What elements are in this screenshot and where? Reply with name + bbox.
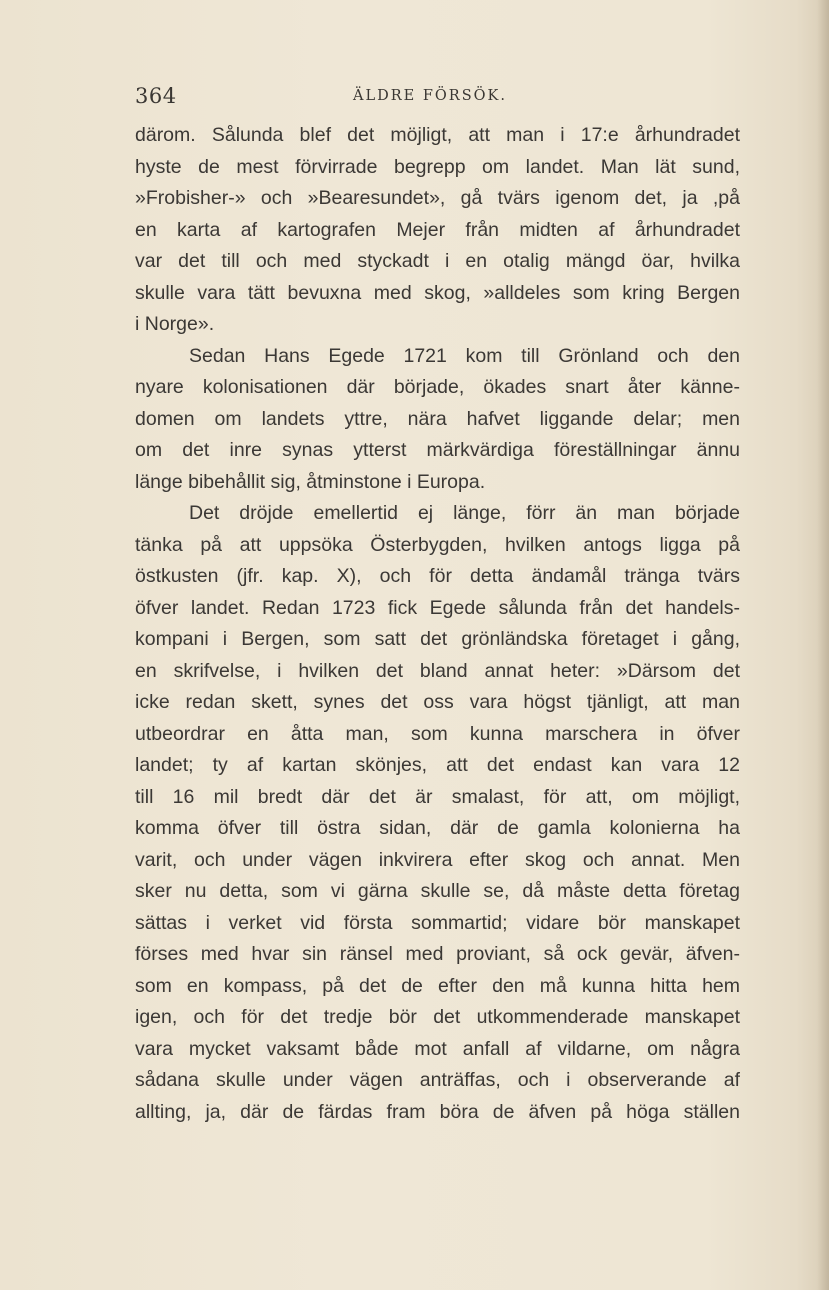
text-line: Det dröjde emellertid ej länge, förr än man började — [189, 502, 740, 524]
text-line: i Norge». — [135, 313, 215, 335]
text-line: som en kompass, på det de efter den må kunna hitta hem — [135, 974, 740, 997]
text-line: nyare kolonisationen där började, ökades snart åter känne- — [135, 376, 740, 398]
text-line: länge bibehållit sig, åtminstone i Europa. — [135, 470, 486, 493]
running-head: ÄLDRE FÖRSÖK. — [353, 88, 507, 104]
text-line: domen om landets yttre, nära hafvet liggande delar; men — [135, 407, 740, 430]
text-line: var det till och med styckadt i en otalig mängd öar, hvilka — [135, 250, 740, 272]
text-line: allting, ja, där de färdas fram böra de äfven på höga ställen — [135, 1100, 740, 1123]
text-line: landet; ty af kartan skönjes, att det endast kan vara 12 — [135, 754, 740, 776]
text-line: komma öfver till östra sidan, där de gamla kolonierna ha — [135, 817, 740, 839]
text-line: Sedan Hans Egede 1721 kom till Grönland och den — [189, 344, 740, 367]
text-line: öfver landet. Redan 1723 fick Egede sålunda från det handels- — [135, 596, 740, 619]
text-line: skulle vara tätt bevuxna med skog, »alldeles som kring Bergen — [135, 281, 740, 304]
text-line: östkusten (jfr. kap. X), och för detta ändamål tränga tvärs — [135, 565, 740, 587]
text-line: om det inre synas ytterst märkvärdiga föreställningar ännu — [135, 439, 740, 461]
text-line: sker nu detta, som vi gärna skulle se, då måste detta företag — [135, 880, 740, 902]
text-line: en skrifvelse, i hvilken det bland annat heter: »Därsom det — [135, 659, 740, 682]
text-line: kompani i Bergen, som satt det grönländska företaget i gång, — [135, 628, 740, 650]
page-number: 364 — [135, 84, 177, 108]
page-header — [135, 84, 740, 110]
text-line: utbeordrar en åtta man, som kunna marschera in öfver — [135, 722, 740, 745]
page-edge-shadow — [817, 0, 829, 1290]
text-line: »Frobisher-» och »Bearesundet», gå tvärs igenom det, ja ,på — [135, 187, 740, 209]
text-line: förses med hvar sin ränsel med proviant, så ock gevär, äfven- — [135, 943, 740, 965]
text-line: till 16 mil bredt där det är smalast, för att, om möjligt, — [135, 785, 740, 808]
text-line: vara mycket vaksamt både mot anfall af vildarne, om några — [135, 1037, 740, 1060]
body-text — [135, 120, 740, 1128]
text-line: varit, och under vägen inkvirera efter skog och annat. Men — [135, 848, 740, 871]
text-line: igen, och för det tredje bör det utkommenderade manskapet — [135, 1006, 740, 1028]
text-line: en karta af kartografen Mejer från midten af århundradet — [135, 218, 740, 241]
text-line: tänka på att uppsöka Österbygden, hvilken antogs ligga på — [135, 533, 740, 556]
text-line: sådana skulle under vägen anträffas, och i observerande af — [135, 1069, 740, 1091]
text-line: därom. Sålunda blef det möjligt, att man i 17:e århundradet — [135, 124, 740, 146]
text-line: hyste de mest förvirrade begrepp om landet. Man lät sund, — [135, 155, 740, 178]
text-line: sättas i verket vid första sommartid; vidare bör manskapet — [135, 911, 740, 934]
text-line: icke redan skett, synes det oss vara högst tjänligt, att man — [135, 691, 740, 713]
